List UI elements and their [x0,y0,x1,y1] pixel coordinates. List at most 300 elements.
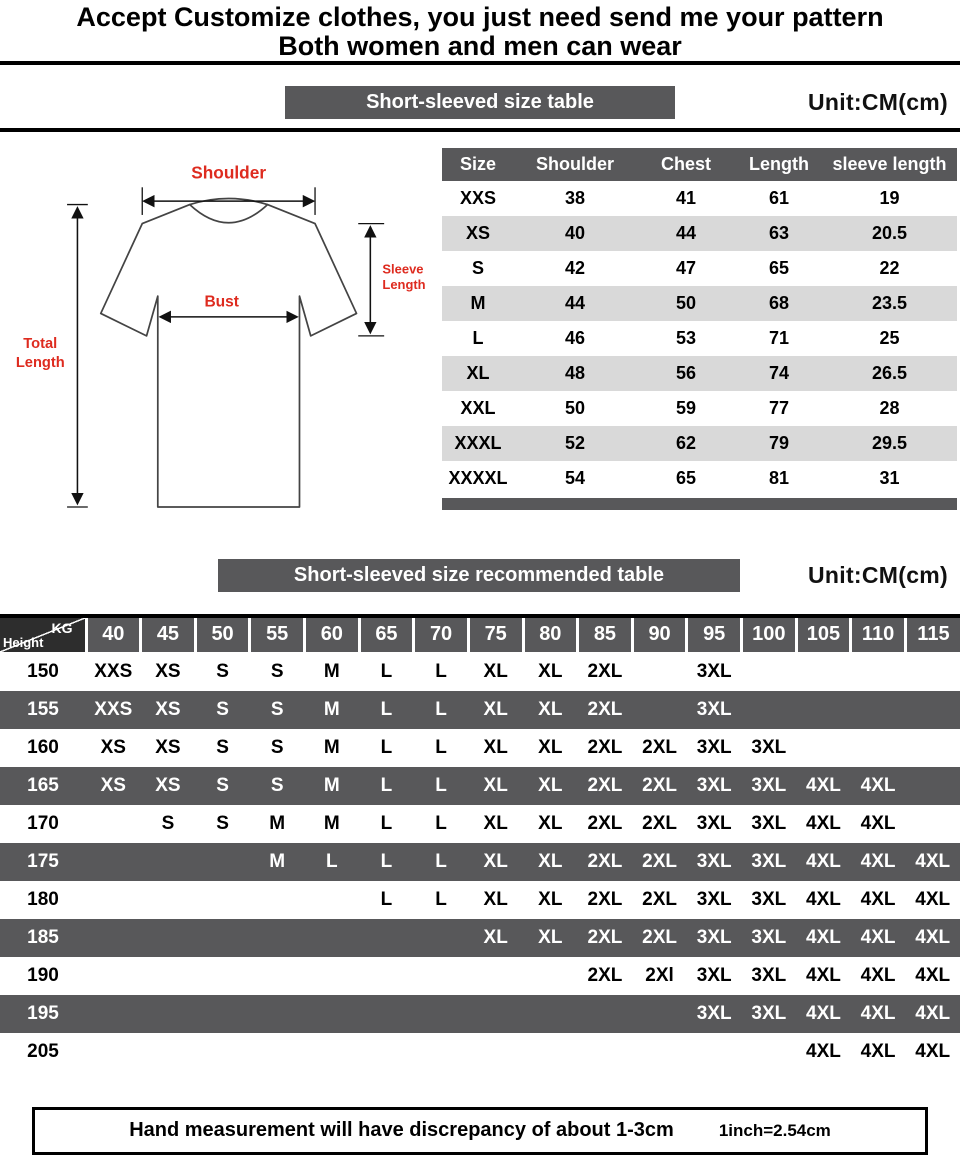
height-corner-label: Height [3,634,44,650]
kg-height-corner-cell [0,616,86,653]
recommended-size-cell [250,919,305,957]
recommended-size-cell: L [359,767,414,805]
recommended-size-cell [742,1033,797,1071]
recommended-size-cell: 2XL [578,767,633,805]
recommended-size-cell [468,957,523,995]
size-table-end-bar [442,498,957,510]
footer-note-box [32,1107,928,1155]
recommended-size-cell [141,1033,196,1071]
page-title-line2: Both women and men can wear [278,30,682,61]
recommended-size-cell [687,1033,742,1071]
recommended-size-cell [359,1033,414,1071]
recommended-size-cell: M [323,812,340,834]
size-measure-cell: 52 [514,426,636,461]
recommended-size-cell [305,881,360,919]
recommended-size-cell: 4XL [796,995,851,1033]
recommended-size-cell: XS [141,767,196,805]
recommended-size-cell: S [250,691,305,729]
recommended-size-cell [632,691,687,729]
recommended-size-cell: L [305,843,360,881]
recommended-size-cell [359,957,414,995]
size-table-row [442,426,957,461]
recommended-size-cell: 4XL [905,843,960,881]
recommended-size-cell [851,691,906,729]
recommended-size-cell: L [414,843,469,881]
recommended-size-cell: 4XL [806,888,841,910]
recommended-size-cell: L [359,843,414,881]
recommended-size-cell: 3XL [687,843,742,881]
recommended-size-cell: L [380,888,393,910]
inch-cm-conversion: 1inch=2.54cm [718,1120,831,1140]
recommended-size-cell [742,691,797,729]
recommended-size-cell: 4XL [851,919,906,957]
matrix-row [0,653,960,691]
recommended-size-cell: 3XL [687,919,742,957]
recommended-size-cell: 4XL [860,964,896,986]
size-measure-cell: 31 [879,467,900,488]
weight-column-header: 70 [414,616,469,653]
size-table-row [442,461,957,496]
recommended-size-cell: XL [483,736,508,758]
recommended-size-cell: XL [468,767,523,805]
recommended-size-cell [86,957,141,995]
recommended-size-cell: XL [538,736,563,758]
size-name-cell: XXXXL [448,467,508,488]
recommended-size-cell [305,919,360,957]
recommended-size-cell: 3XL [687,691,742,729]
recommended-size-cell: 3XL [751,888,787,910]
size-table-column-header: Chest [636,148,736,181]
recommended-size-cell [195,919,250,957]
size-name-cell: XS [442,216,514,251]
recommended-size-cell: XL [483,812,508,834]
matrix-row [0,919,960,957]
size-measure-cell: 59 [675,397,697,418]
height-row-header: 190 [27,964,59,986]
size-measure-cell: 47 [675,257,697,278]
matrix-body [0,653,960,1071]
recommended-size-cell [305,957,360,995]
size-measure-cell: 77 [768,397,790,418]
recommended-size-cell: S [270,736,284,758]
size-measure-cell: 74 [736,356,822,391]
recommended-size-cell: 4XL [860,1040,896,1062]
recommended-size-cell: 3XL [751,812,787,834]
recommended-size-cell: 4XL [905,995,960,1033]
recommended-size-cell [905,805,960,843]
height-row-header: 180 [27,888,59,910]
recommended-size-cell [905,767,960,805]
recommended-size-cell: 2XL [632,843,687,881]
size-name-cell: XXXL [442,426,514,461]
size-table-wrap [442,138,960,533]
recommended-size-cell: 2XL [587,661,623,683]
recommended-size-cell: 3XL [742,767,797,805]
recommended-size-cell: S [250,767,305,805]
recommended-size-cell: XL [538,661,563,683]
recommended-size-cell: XS [141,691,196,729]
size-name-cell: M [442,286,514,321]
recommended-size-cell: 4XL [915,1040,951,1062]
recommended-size-cell [414,957,469,995]
recommended-size-cell: 2XL [578,691,633,729]
recommended-size-cell: 2XL [578,919,633,957]
recommended-size-cell: 4XL [851,843,906,881]
size-measure-cell: 63 [736,216,822,251]
size-measure-cell: 44 [636,216,736,251]
size-measure-cell: 42 [564,257,586,278]
size-measure-cell: 71 [768,327,790,348]
recommended-size-cell: 3XL [742,843,797,881]
recommended-size-cell: L [359,691,414,729]
recommended-size-cell [632,1033,687,1071]
recommended-size-cell [796,691,851,729]
weight-column-header: 60 [305,616,360,653]
size-table-row [442,321,957,356]
recommend-unit-label: Unit:CM(cm) [808,561,948,588]
size-measure-cell: 56 [636,356,736,391]
size-table-column-header: Size [442,148,514,181]
recommended-size-cell: 2XL [587,888,623,910]
bust-label: Bust [204,293,240,311]
matrix-row [0,995,960,1033]
recommended-size-cell: S [195,691,250,729]
size-table-unit-label: Unit:CM(cm) [808,88,948,115]
total-length-label-line1: Total [23,335,58,352]
recommended-size-cell [578,1033,633,1071]
recommend-table-banner: Short-sleeved size recommended table [218,559,740,592]
weight-column-header: 50 [195,616,250,653]
recommended-size-cell: 4XL [860,812,896,834]
recommended-size-cell [141,995,196,1033]
recommended-size-cell: 3XL [751,736,787,758]
recommended-size-cell [523,1033,578,1071]
size-measure-cell: 38 [564,187,586,208]
recommended-size-cell [796,729,851,767]
recommended-size-cell: XS [155,661,181,683]
size-measure-cell: 20.5 [822,216,957,251]
height-row-header: 185 [0,919,86,957]
recommended-size-cell: 3XL [696,964,732,986]
recommended-size-cell [578,995,633,1033]
size-name-cell: XXS [459,187,497,208]
recommended-size-cell [523,995,578,1033]
recommended-size-cell: 2Xl [645,964,674,986]
sleeve-length-label-line2: Length [382,277,426,293]
size-table-row [442,216,957,251]
size-measure-cell: 25 [879,327,900,348]
matrix-row [0,1033,960,1071]
recommended-size-cell: 2XL [578,843,633,881]
recommended-size-cell: S [270,661,284,683]
matrix-row [0,957,960,995]
recommended-size-cell: M [323,661,340,683]
weight-column-header: 55 [250,616,305,653]
weight-column-header: 95 [687,616,742,653]
height-row-header: 170 [27,812,59,834]
recommended-size-cell [250,957,305,995]
recommended-size-cell [905,653,960,691]
recommended-size-cell: XXS [86,691,141,729]
recommended-size-cell [86,1033,141,1071]
recommended-size-cell: 2XL [587,736,623,758]
weight-column-header: 65 [359,616,414,653]
size-table-row [442,356,957,391]
recommended-size-cell: XL [483,661,508,683]
size-measure-cell: 62 [636,426,736,461]
matrix-head [0,616,960,653]
size-table-banner: Short-sleeved size table [285,86,675,119]
recommended-size-cell: M [269,812,286,834]
size-measure-cell: 19 [879,187,900,208]
size-measure-cell: 44 [514,286,636,321]
size-measure-cell: 61 [768,187,790,208]
recommended-size-cell: M [250,843,305,881]
recommended-size-cell: M [323,736,340,758]
size-table-body [442,181,957,496]
recommended-size-cell [414,995,469,1033]
recommended-size-cell: L [380,736,393,758]
size-measure-cell: 28 [879,397,900,418]
height-row-header: 165 [0,767,86,805]
recommended-size-cell: S [195,767,250,805]
weight-column-header: 110 [851,616,906,653]
recommended-size-cell [632,995,687,1033]
size-recommendation-matrix [0,614,960,1071]
recommended-size-cell: 4XL [796,919,851,957]
recommended-size-cell: L [435,661,447,683]
recommended-size-cell: S [216,812,229,834]
recommended-size-cell: L [380,812,393,834]
recommended-size-cell [195,995,250,1033]
size-table-row [442,391,957,426]
size-measure-cell: 22 [879,257,900,278]
recommended-size-cell: 3XL [742,919,797,957]
size-measure-cell: 65 [675,467,697,488]
matrix-row [0,805,960,843]
recommended-size-cell: 3XL [687,767,742,805]
size-name-cell: S [471,257,484,278]
recommended-size-cell: 2XL [632,919,687,957]
recommended-size-cell: L [435,736,447,758]
recommended-size-cell [195,1033,250,1071]
page-header [0,0,960,61]
recommended-size-cell: 4XL [860,888,896,910]
recommended-size-cell [195,843,250,881]
recommended-size-cell: M [305,767,360,805]
weight-column-header: 40 [86,616,141,653]
recommended-size-cell [305,995,360,1033]
recommended-size-cell [250,1033,305,1071]
recommended-size-cell: 2XL [642,736,677,758]
recommended-size-cell [250,995,305,1033]
height-row-header: 150 [27,661,59,683]
recommended-size-cell [195,881,250,919]
recommended-size-cell: S [216,661,229,683]
recommended-size-cell: XXS [94,661,133,683]
size-measure-cell: 46 [564,327,586,348]
recommended-size-cell: L [435,812,447,834]
recommended-size-cell [632,653,687,691]
size-measure-cell: 26.5 [822,356,957,391]
weight-column-header: 75 [468,616,523,653]
recommended-size-cell: XL [523,843,578,881]
shoulder-arrow [142,187,315,215]
recommended-size-cell [141,881,196,919]
height-row-header: 175 [0,843,86,881]
size-measure-cell: 29.5 [822,426,957,461]
recommended-size-cell [250,881,305,919]
shoulder-label: Shoulder [191,162,267,183]
matrix-row [0,881,960,919]
size-measure-cell: 50 [564,397,586,418]
recommended-size-cell: 3XL [751,964,787,986]
weight-column-header: 115 [905,616,960,653]
size-measure-cell: 79 [736,426,822,461]
recommended-size-cell: 3XL [696,812,732,834]
height-row-header: 205 [27,1040,59,1062]
recommended-size-cell: 4XL [796,843,851,881]
recommended-size-cell: 2XL [642,812,677,834]
recommended-size-cell [86,805,141,843]
recommended-size-cell: S [216,736,229,758]
recommended-size-cell [523,957,578,995]
recommended-size-cell [86,843,141,881]
weight-column-header: 80 [523,616,578,653]
weight-column-header: 45 [141,616,196,653]
recommended-size-cell: L [414,691,469,729]
recommended-size-cell [141,919,196,957]
recommended-size-cell [86,881,141,919]
size-measure-cell: 65 [768,257,790,278]
recommended-size-cell [86,995,141,1033]
size-measure-cell: 41 [675,187,697,208]
recommended-size-cell [796,653,851,691]
size-table-row [442,181,957,216]
recommended-size-cell [468,1033,523,1071]
recommended-size-cell: 2XL [587,812,623,834]
recommended-size-cell: 2XL [632,767,687,805]
recommended-size-cell: XL [468,919,523,957]
weight-column-header: 105 [796,616,851,653]
size-table-row [442,251,957,286]
recommended-size-cell: XL [468,691,523,729]
recommended-size-cell [468,995,523,1033]
recommended-size-cell: 2XL [587,964,623,986]
recommended-size-cell: 3XL [696,888,732,910]
recommended-size-cell: M [305,691,360,729]
recommended-size-cell [195,957,250,995]
size-measure-cell: 81 [768,467,790,488]
recommended-size-cell: XL [468,843,523,881]
recommended-size-cell: 4XL [915,888,951,910]
recommended-size-cell [905,691,960,729]
recommended-size-cell: XL [483,888,508,910]
size-name-cell: XXL [460,397,496,418]
recommended-size-cell [414,919,469,957]
recommended-size-cell: XL [523,919,578,957]
sleeve-length-label-line1: Sleeve [382,261,424,277]
sleeve-length-arrow [358,223,384,335]
size-measure-cell: 54 [564,467,586,488]
size-measure-cell: 50 [636,286,736,321]
size-name-cell: XL [442,356,514,391]
recommend-banner-row [0,533,960,592]
size-table-banner-row [0,65,960,128]
tshirt-diagram-svg [4,144,436,533]
tshirt-outline [101,198,357,506]
recommended-size-cell [141,957,196,995]
recommended-size-cell: 3XL [696,736,732,758]
recommended-size-cell: XL [523,691,578,729]
recommended-size-cell: XS [86,767,141,805]
size-table-column-header: sleeve length [822,148,957,181]
weight-column-header: 85 [578,616,633,653]
recommended-size-cell: XS [155,736,181,758]
size-table-column-header: Shoulder [514,148,636,181]
weight-column-header: 90 [632,616,687,653]
total-length-arrow [67,204,88,506]
weight-column-header: 100 [742,616,797,653]
height-row-header: 160 [27,736,59,758]
size-table-header-row [442,148,957,181]
measurement-discrepancy-note: Hand measurement will have discrepancy of about 1-3cm [129,1119,674,1142]
size-table-column-header: Length [736,148,822,181]
recommended-size-cell [851,653,906,691]
size-measure-cell: 40 [514,216,636,251]
recommended-size-cell: 4XL [806,812,841,834]
recommended-size-cell [141,843,196,881]
recommended-size-cell [742,653,797,691]
recommended-size-cell [359,995,414,1033]
recommended-size-cell: 4XL [915,964,951,986]
size-table-row [442,286,957,321]
recommended-size-cell: XL [538,812,563,834]
size-measure-cell: 68 [736,286,822,321]
recommended-size-cell: 2XL [642,888,677,910]
size-name-cell: L [472,327,484,348]
tshirt-measurement-diagram [0,138,442,533]
size-measurements-table [442,148,957,496]
recommended-size-cell: XL [523,767,578,805]
recommended-size-cell: 4XL [905,919,960,957]
recommended-size-cell: 4XL [806,964,841,986]
recommended-size-cell: 4XL [851,995,906,1033]
size-measure-cell: 53 [675,327,697,348]
recommended-size-cell: L [414,767,469,805]
recommended-size-cell: L [435,888,447,910]
kg-corner-label: KG [51,619,73,636]
matrix-row [0,729,960,767]
height-row-header: 195 [0,995,86,1033]
recommended-size-cell: 4XL [806,1040,841,1062]
recommended-size-cell: S [161,812,175,834]
matrix-row [0,767,960,805]
recommended-size-cell: 4XL [796,767,851,805]
size-measure-cell: 23.5 [822,286,957,321]
height-row-header: 155 [0,691,86,729]
recommended-size-cell: 3XL [742,995,797,1033]
total-length-label-line2: Length [15,354,65,371]
recommended-size-cell: 3XL [687,995,742,1033]
recommended-size-cell [851,729,906,767]
recommended-size-cell [414,1033,469,1071]
matrix-header-row [0,616,960,653]
size-table-head [442,148,957,181]
size-measure-cell: 48 [514,356,636,391]
recommended-size-cell: XL [538,888,563,910]
recommended-size-cell [905,729,960,767]
